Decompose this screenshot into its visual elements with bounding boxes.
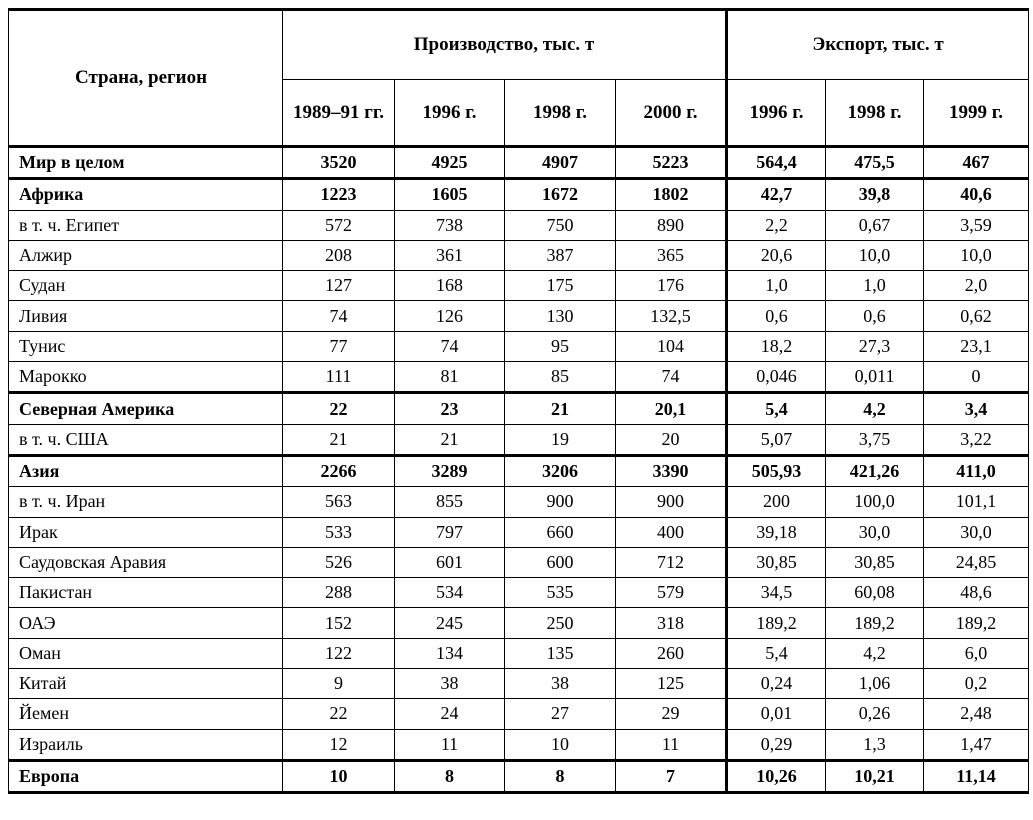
table-row bbox=[9, 487, 1029, 517]
production-value-cell: 245 bbox=[395, 608, 505, 638]
production-value-cell: 85 bbox=[505, 362, 616, 393]
export-value-cell: 5,07 bbox=[727, 424, 826, 455]
production-value-cell: 111 bbox=[283, 362, 395, 393]
production-value-cell: 900 bbox=[616, 487, 727, 517]
export-value-cell: 1,06 bbox=[826, 669, 924, 699]
production-value-cell: 127 bbox=[283, 271, 395, 301]
export-value-cell: 27,3 bbox=[826, 331, 924, 361]
production-value-cell: 1672 bbox=[505, 179, 616, 210]
production-year-header: 1998 г. bbox=[505, 80, 616, 147]
export-value-cell: 3,59 bbox=[924, 210, 1029, 240]
production-value-cell: 74 bbox=[283, 301, 395, 331]
production-value-cell: 890 bbox=[616, 210, 727, 240]
production-value-cell: 23 bbox=[395, 393, 505, 424]
export-value-cell: 189,2 bbox=[727, 608, 826, 638]
export-value-cell: 10,0 bbox=[924, 240, 1029, 270]
production-value-cell: 104 bbox=[616, 331, 727, 361]
table-row bbox=[9, 210, 1029, 240]
production-value-cell: 130 bbox=[505, 301, 616, 331]
production-value-cell: 10 bbox=[505, 729, 616, 760]
export-value-cell: 2,48 bbox=[924, 699, 1029, 729]
country-cell: Африка bbox=[9, 179, 283, 210]
export-value-cell: 34,5 bbox=[727, 578, 826, 608]
production-value-cell: 7 bbox=[616, 760, 727, 792]
production-value-cell: 22 bbox=[283, 393, 395, 424]
export-value-cell: 0,24 bbox=[727, 669, 826, 699]
production-value-cell: 27 bbox=[505, 699, 616, 729]
export-value-cell: 0,6 bbox=[727, 301, 826, 331]
country-cell: Оман bbox=[9, 638, 283, 668]
export-value-cell: 30,85 bbox=[826, 547, 924, 577]
production-value-cell: 534 bbox=[395, 578, 505, 608]
export-value-cell: 20,6 bbox=[727, 240, 826, 270]
export-value-cell: 189,2 bbox=[924, 608, 1029, 638]
production-value-cell: 19 bbox=[505, 424, 616, 455]
production-value-cell: 1605 bbox=[395, 179, 505, 210]
production-value-cell: 208 bbox=[283, 240, 395, 270]
export-value-cell: 467 bbox=[924, 147, 1029, 179]
export-value-cell: 100,0 bbox=[826, 487, 924, 517]
export-year-header: 1999 г. bbox=[924, 80, 1029, 147]
production-value-cell: 4907 bbox=[505, 147, 616, 179]
export-value-cell: 101,1 bbox=[924, 487, 1029, 517]
table-row bbox=[9, 179, 1029, 210]
production-value-cell: 8 bbox=[395, 760, 505, 792]
export-value-cell: 421,26 bbox=[826, 455, 924, 486]
production-value-cell: 579 bbox=[616, 578, 727, 608]
production-value-cell: 122 bbox=[283, 638, 395, 668]
production-value-cell: 38 bbox=[395, 669, 505, 699]
production-value-cell: 750 bbox=[505, 210, 616, 240]
table-row bbox=[9, 608, 1029, 638]
country-cell: Северная Америка bbox=[9, 393, 283, 424]
country-cell: Ливия bbox=[9, 301, 283, 331]
export-value-cell: 0,046 bbox=[727, 362, 826, 393]
production-value-cell: 24 bbox=[395, 699, 505, 729]
production-value-cell: 4925 bbox=[395, 147, 505, 179]
export-year-header: 1996 г. bbox=[727, 80, 826, 147]
production-value-cell: 11 bbox=[395, 729, 505, 760]
export-header: Экспорт, тыс. т bbox=[727, 10, 1029, 80]
production-value-cell: 3520 bbox=[283, 147, 395, 179]
export-value-cell: 0 bbox=[924, 362, 1029, 393]
production-value-cell: 134 bbox=[395, 638, 505, 668]
export-value-cell: 10,26 bbox=[727, 760, 826, 792]
production-value-cell: 5223 bbox=[616, 147, 727, 179]
export-value-cell: 4,2 bbox=[826, 638, 924, 668]
table-row bbox=[9, 729, 1029, 760]
export-value-cell: 60,08 bbox=[826, 578, 924, 608]
export-value-cell: 505,93 bbox=[727, 455, 826, 486]
country-region-header: Страна, регион bbox=[9, 10, 283, 147]
production-value-cell: 387 bbox=[505, 240, 616, 270]
production-value-cell: 600 bbox=[505, 547, 616, 577]
country-cell: Йемен bbox=[9, 699, 283, 729]
production-value-cell: 132,5 bbox=[616, 301, 727, 331]
export-value-cell: 40,6 bbox=[924, 179, 1029, 210]
production-value-cell: 8 bbox=[505, 760, 616, 792]
production-value-cell: 526 bbox=[283, 547, 395, 577]
table-row bbox=[9, 638, 1029, 668]
production-value-cell: 38 bbox=[505, 669, 616, 699]
export-value-cell: 3,75 bbox=[826, 424, 924, 455]
country-cell: Марокко bbox=[9, 362, 283, 393]
production-value-cell: 20 bbox=[616, 424, 727, 455]
country-cell: Пакистан bbox=[9, 578, 283, 608]
country-cell: Саудовская Аравия bbox=[9, 547, 283, 577]
production-value-cell: 533 bbox=[283, 517, 395, 547]
country-cell: Тунис bbox=[9, 331, 283, 361]
production-value-cell: 21 bbox=[505, 393, 616, 424]
export-value-cell: 10,21 bbox=[826, 760, 924, 792]
production-value-cell: 1802 bbox=[616, 179, 727, 210]
export-value-cell: 3,4 bbox=[924, 393, 1029, 424]
export-value-cell: 30,0 bbox=[924, 517, 1029, 547]
export-value-cell: 30,0 bbox=[826, 517, 924, 547]
production-value-cell: 2266 bbox=[283, 455, 395, 486]
production-value-cell: 11 bbox=[616, 729, 727, 760]
production-value-cell: 361 bbox=[395, 240, 505, 270]
export-value-cell: 475,5 bbox=[826, 147, 924, 179]
export-value-cell: 6,0 bbox=[924, 638, 1029, 668]
data-table-sheet bbox=[8, 8, 1028, 816]
production-value-cell: 1223 bbox=[283, 179, 395, 210]
production-value-cell: 81 bbox=[395, 362, 505, 393]
export-value-cell: 24,85 bbox=[924, 547, 1029, 577]
production-value-cell: 21 bbox=[283, 424, 395, 455]
table-row bbox=[9, 578, 1029, 608]
production-value-cell: 250 bbox=[505, 608, 616, 638]
production-value-cell: 74 bbox=[616, 362, 727, 393]
export-value-cell: 18,2 bbox=[727, 331, 826, 361]
production-value-cell: 738 bbox=[395, 210, 505, 240]
export-value-cell: 5,4 bbox=[727, 638, 826, 668]
production-value-cell: 563 bbox=[283, 487, 395, 517]
production-value-cell: 855 bbox=[395, 487, 505, 517]
export-value-cell: 1,3 bbox=[826, 729, 924, 760]
production-year-header: 2000 г. bbox=[616, 80, 727, 147]
export-value-cell: 39,8 bbox=[826, 179, 924, 210]
export-value-cell: 1,47 bbox=[924, 729, 1029, 760]
table-row bbox=[9, 301, 1029, 331]
production-value-cell: 3289 bbox=[395, 455, 505, 486]
export-value-cell: 39,18 bbox=[727, 517, 826, 547]
export-value-cell: 23,1 bbox=[924, 331, 1029, 361]
export-value-cell: 564,4 bbox=[727, 147, 826, 179]
table-body bbox=[9, 147, 1029, 793]
export-value-cell: 189,2 bbox=[826, 608, 924, 638]
production-value-cell: 3206 bbox=[505, 455, 616, 486]
production-value-cell: 572 bbox=[283, 210, 395, 240]
production-value-cell: 152 bbox=[283, 608, 395, 638]
country-cell: Израиль bbox=[9, 729, 283, 760]
production-value-cell: 660 bbox=[505, 517, 616, 547]
production-value-cell: 601 bbox=[395, 547, 505, 577]
table-row bbox=[9, 669, 1029, 699]
table-row bbox=[9, 240, 1029, 270]
country-cell: в т. ч. США bbox=[9, 424, 283, 455]
export-value-cell: 0,62 bbox=[924, 301, 1029, 331]
production-value-cell: 125 bbox=[616, 669, 727, 699]
production-value-cell: 900 bbox=[505, 487, 616, 517]
country-cell: в т. ч. Иран bbox=[9, 487, 283, 517]
export-value-cell: 411,0 bbox=[924, 455, 1029, 486]
table-row bbox=[9, 455, 1029, 486]
export-value-cell: 1,0 bbox=[826, 271, 924, 301]
production-value-cell: 175 bbox=[505, 271, 616, 301]
export-value-cell: 4,2 bbox=[826, 393, 924, 424]
export-value-cell: 5,4 bbox=[727, 393, 826, 424]
production-value-cell: 12 bbox=[283, 729, 395, 760]
production-value-cell: 318 bbox=[616, 608, 727, 638]
country-cell: Алжир bbox=[9, 240, 283, 270]
country-cell: в т. ч. Египет bbox=[9, 210, 283, 240]
country-cell: Азия bbox=[9, 455, 283, 486]
country-cell: Мир в целом bbox=[9, 147, 283, 179]
production-year-header: 1989–91 гг. bbox=[283, 80, 395, 147]
production-value-cell: 535 bbox=[505, 578, 616, 608]
country-cell: Европа bbox=[9, 760, 283, 792]
export-value-cell: 0,011 bbox=[826, 362, 924, 393]
table-row bbox=[9, 760, 1029, 792]
export-value-cell: 10,0 bbox=[826, 240, 924, 270]
table-row bbox=[9, 362, 1029, 393]
export-value-cell: 0,2 bbox=[924, 669, 1029, 699]
country-cell: Судан bbox=[9, 271, 283, 301]
production-value-cell: 29 bbox=[616, 699, 727, 729]
production-export-table bbox=[8, 8, 1029, 794]
production-value-cell: 126 bbox=[395, 301, 505, 331]
export-value-cell: 48,6 bbox=[924, 578, 1029, 608]
production-value-cell: 176 bbox=[616, 271, 727, 301]
table-row bbox=[9, 393, 1029, 424]
export-value-cell: 30,85 bbox=[727, 547, 826, 577]
table-row bbox=[9, 331, 1029, 361]
production-value-cell: 10 bbox=[283, 760, 395, 792]
export-value-cell: 0,26 bbox=[826, 699, 924, 729]
production-value-cell: 9 bbox=[283, 669, 395, 699]
production-year-header: 1996 г. bbox=[395, 80, 505, 147]
export-value-cell: 0,6 bbox=[826, 301, 924, 331]
table-row bbox=[9, 699, 1029, 729]
table-row bbox=[9, 147, 1029, 179]
production-value-cell: 20,1 bbox=[616, 393, 727, 424]
export-value-cell: 200 bbox=[727, 487, 826, 517]
production-value-cell: 712 bbox=[616, 547, 727, 577]
production-value-cell: 400 bbox=[616, 517, 727, 547]
table-row bbox=[9, 271, 1029, 301]
export-value-cell: 11,14 bbox=[924, 760, 1029, 792]
country-cell: Ирак bbox=[9, 517, 283, 547]
production-value-cell: 365 bbox=[616, 240, 727, 270]
country-cell: ОАЭ bbox=[9, 608, 283, 638]
production-header: Производство, тыс. т bbox=[283, 10, 727, 80]
export-value-cell: 3,22 bbox=[924, 424, 1029, 455]
production-value-cell: 288 bbox=[283, 578, 395, 608]
production-value-cell: 3390 bbox=[616, 455, 727, 486]
production-value-cell: 135 bbox=[505, 638, 616, 668]
production-value-cell: 797 bbox=[395, 517, 505, 547]
production-value-cell: 95 bbox=[505, 331, 616, 361]
table-row bbox=[9, 547, 1029, 577]
production-value-cell: 22 bbox=[283, 699, 395, 729]
export-value-cell: 2,2 bbox=[727, 210, 826, 240]
production-value-cell: 77 bbox=[283, 331, 395, 361]
export-value-cell: 2,0 bbox=[924, 271, 1029, 301]
production-value-cell: 21 bbox=[395, 424, 505, 455]
table-row bbox=[9, 424, 1029, 455]
export-value-cell: 1,0 bbox=[727, 271, 826, 301]
country-cell: Китай bbox=[9, 669, 283, 699]
production-value-cell: 260 bbox=[616, 638, 727, 668]
export-value-cell: 0,29 bbox=[727, 729, 826, 760]
table-row bbox=[9, 517, 1029, 547]
export-year-header: 1998 г. bbox=[826, 80, 924, 147]
export-value-cell: 0,67 bbox=[826, 210, 924, 240]
export-value-cell: 42,7 bbox=[727, 179, 826, 210]
export-value-cell: 0,01 bbox=[727, 699, 826, 729]
production-value-cell: 74 bbox=[395, 331, 505, 361]
production-value-cell: 168 bbox=[395, 271, 505, 301]
